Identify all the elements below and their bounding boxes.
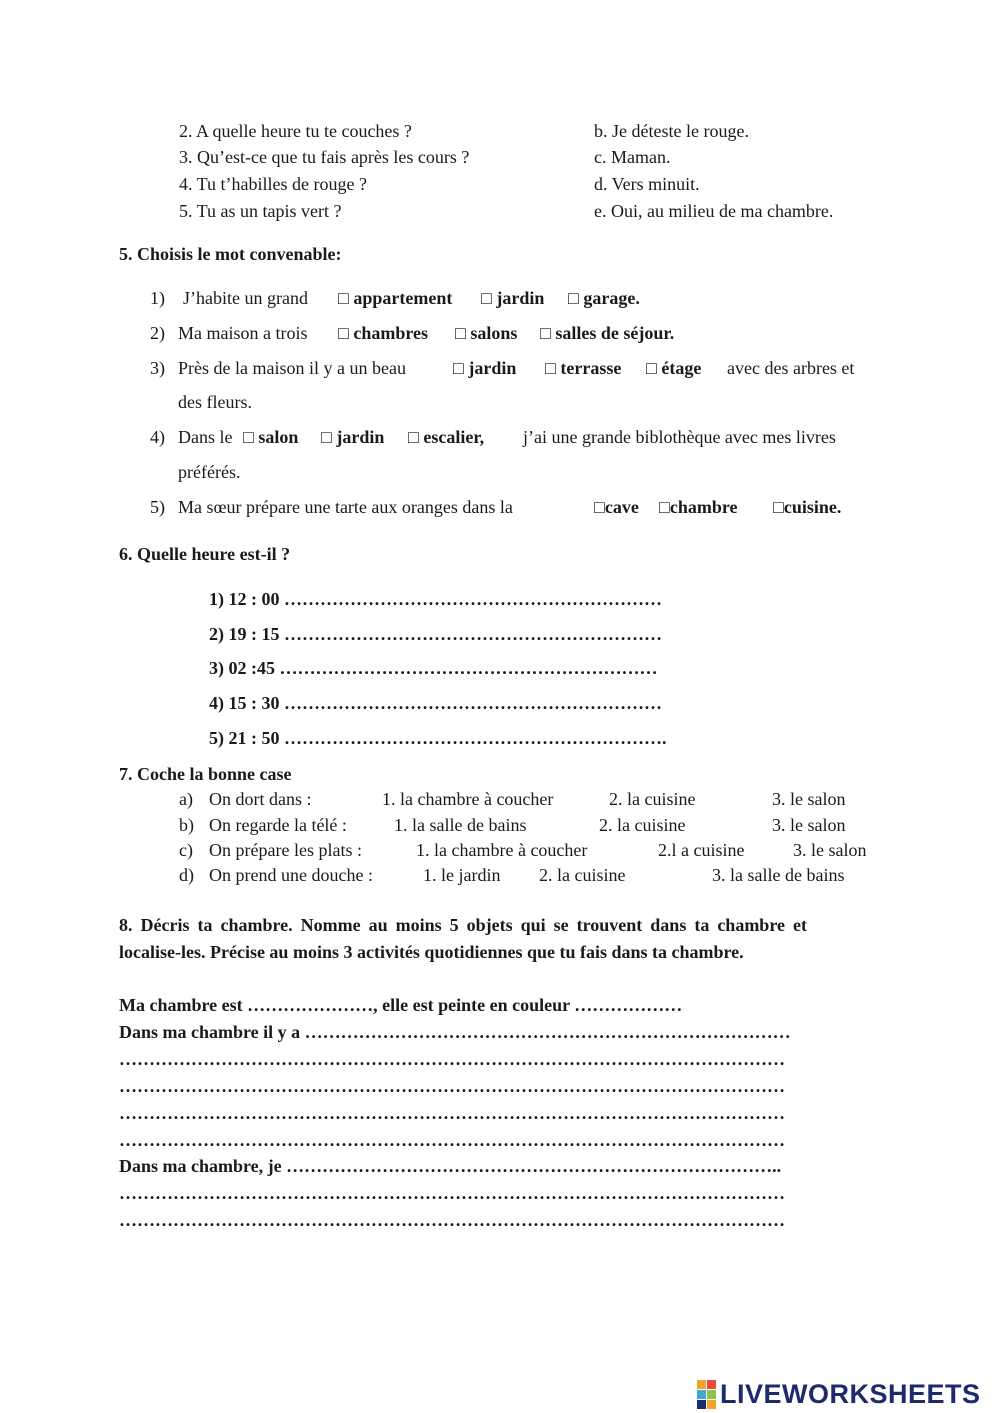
ex5-q3-option-terrasse[interactable]: □ terrasse — [545, 358, 622, 378]
ex7-row-a-option-3[interactable]: 3. le salon — [772, 789, 846, 809]
ex5-q2-option-salles-de-sejour[interactable]: □ salles de séjour. — [540, 323, 675, 343]
ex5-q1-option-garage[interactable]: □ garage. — [568, 288, 640, 308]
ex7-row-b-option-2[interactable]: 2. la cuisine — [599, 815, 686, 835]
writing-dotted-line[interactable]: ………………………………………………………………………………………………… — [119, 1076, 785, 1096]
ex7-row-c-letter: c) — [179, 840, 193, 860]
ex5-q5-option-cuisine[interactable]: □cuisine. — [773, 497, 842, 517]
ex5-q3-number: 3) — [150, 358, 165, 378]
ex7-row-c-option-1[interactable]: 1. la chambre à coucher — [416, 840, 588, 860]
matching-answer-b: b. Je déteste le rouge. — [594, 121, 749, 141]
ex5-q4-option-jardin[interactable]: □ jardin — [321, 427, 385, 447]
ex5-q4-continuation: préférés. — [178, 462, 241, 482]
matching-question-3: 3. Qu’est-ce que tu fais après les cours ? — [179, 147, 470, 167]
writing-dotted-line[interactable]: ………………………………………………………………………………………………… — [119, 1183, 785, 1203]
ex7-row-a-prompt: On dort dans : — [209, 789, 312, 809]
ex5-q5-option-chambre[interactable]: □chambre — [659, 497, 738, 517]
exercise-6-title: 6. Quelle heure est-il ? — [119, 544, 291, 564]
ex5-q4-text-after: j’ai une grande biblothèque avec mes livres — [523, 427, 836, 447]
ex5-q5-option-cave[interactable]: □cave — [594, 497, 639, 517]
ex5-q4-option-escalier[interactable]: □ escalier, — [408, 427, 485, 447]
matching-answer-e: e. Oui, au milieu de ma chambre. — [594, 201, 834, 221]
writing-dotted-line[interactable]: ………………………………………………………………………………………………… — [119, 1210, 785, 1230]
ex6-time-item-4[interactable]: 4) 15 : 30 ……………………………………………………… — [209, 693, 662, 713]
ex7-row-a-option-2[interactable]: 2. la cuisine — [609, 789, 696, 809]
ex5-q3-text-after: avec des arbres et — [727, 358, 855, 378]
logo-mark-icon — [697, 1380, 716, 1409]
exercise-8-instruction-line-2: localise-les. Précise au moins 3 activités quotidiennes que tu fais dans ta chambre. — [119, 942, 744, 962]
matching-answer-d: d. Vers minuit. — [594, 174, 700, 194]
ex7-row-b-option-3[interactable]: 3. le salon — [772, 815, 846, 835]
ex5-q3-continuation: des fleurs. — [178, 392, 252, 412]
ex5-q5-number: 5) — [150, 497, 165, 517]
ex7-row-b-option-1[interactable]: 1. la salle de bains — [394, 815, 527, 835]
ex7-row-d-option-3[interactable]: 3. la salle de bains — [712, 865, 845, 885]
ex5-q3-option-etage[interactable]: □ étage — [646, 358, 702, 378]
ex5-q4-number: 4) — [150, 427, 165, 447]
ex5-q2-text: Ma maison a trois — [178, 323, 308, 343]
writing-line-dans-ma-chambre-je[interactable]: Dans ma chambre, je ……………………………………………………………………….. — [119, 1156, 782, 1176]
writing-dotted-line[interactable]: ………………………………………………………………………………………………… — [119, 1103, 785, 1123]
ex5-q1-number: 1) — [150, 288, 165, 308]
ex5-q2-number: 2) — [150, 323, 165, 343]
ex7-row-d-option-2[interactable]: 2. la cuisine — [539, 865, 626, 885]
ex5-q3-text: Près de la maison il y a un beau — [178, 358, 406, 378]
logo-text: LIVEWORKSHEETS — [720, 1378, 981, 1409]
matching-answer-c: c. Maman. — [594, 147, 671, 167]
writing-line-chambre-est[interactable]: Ma chambre est …………………, elle est peinte en couleur ……………… — [119, 995, 683, 1015]
writing-line-il-y-a[interactable]: Dans ma chambre il y a ……………………………………………………………………… — [119, 1022, 791, 1042]
writing-dotted-line[interactable]: ………………………………………………………………………………………………… — [119, 1130, 785, 1150]
ex7-row-b-prompt: On regarde la télé : — [209, 815, 347, 835]
ex7-row-b-letter: b) — [179, 815, 194, 835]
ex7-row-a-option-1[interactable]: 1. la chambre à coucher — [382, 789, 554, 809]
ex5-q1-option-jardin[interactable]: □ jardin — [481, 288, 545, 308]
ex5-q5-text: Ma sœur prépare une tarte aux oranges dans la — [178, 497, 513, 517]
exercise-7-title: 7. Coche la bonne case — [119, 764, 292, 784]
ex7-row-c-option-2[interactable]: 2.l a cuisine — [658, 840, 745, 860]
ex5-q3-option-jardin[interactable]: □ jardin — [453, 358, 517, 378]
matching-question-2: 2. A quelle heure tu te couches ? — [179, 121, 412, 141]
matching-question-4: 4. Tu t’habilles de rouge ? — [179, 174, 367, 194]
ex7-row-d-letter: d) — [179, 865, 194, 885]
ex7-row-c-prompt: On prépare les plats : — [209, 840, 362, 860]
ex5-q1-option-appartement[interactable]: □ appartement — [338, 288, 453, 308]
matching-question-5: 5. Tu as un tapis vert ? — [179, 201, 342, 221]
writing-dotted-line[interactable]: ………………………………………………………………………………………………… — [119, 1049, 785, 1069]
ex5-q2-option-salons[interactable]: □ salons — [455, 323, 518, 343]
exercise-5-title: 5. Choisis le mot convenable: — [119, 244, 342, 264]
ex6-time-item-1[interactable]: 1) 12 : 00 ……………………………………………………… — [209, 589, 662, 609]
ex5-q1-text: J’habite un grand — [183, 288, 308, 308]
ex6-time-item-5[interactable]: 5) 21 : 50 ………………………………………………………. — [209, 728, 667, 748]
ex5-q4-option-salon[interactable]: □ salon — [243, 427, 299, 447]
exercise-8-instruction-line-1: 8. Décris ta chambre. Nomme au moins 5 objets qui se trouvent dans ta chambre et — [119, 915, 807, 935]
ex5-q2-option-chambres[interactable]: □ chambres — [338, 323, 429, 343]
liveworksheets-logo — [697, 1378, 981, 1410]
ex6-time-item-3[interactable]: 3) 02 :45 ……………………………………………………… — [209, 658, 658, 678]
ex7-row-d-prompt: On prend une douche : — [209, 865, 373, 885]
ex6-time-item-2[interactable]: 2) 19 : 15 ……………………………………………………… — [209, 624, 662, 644]
ex7-row-d-option-1[interactable]: 1. le jardin — [423, 865, 501, 885]
ex7-row-c-option-3[interactable]: 3. le salon — [793, 840, 867, 860]
ex5-q4-text: Dans le — [178, 427, 233, 447]
ex7-row-a-letter: a) — [179, 789, 193, 809]
